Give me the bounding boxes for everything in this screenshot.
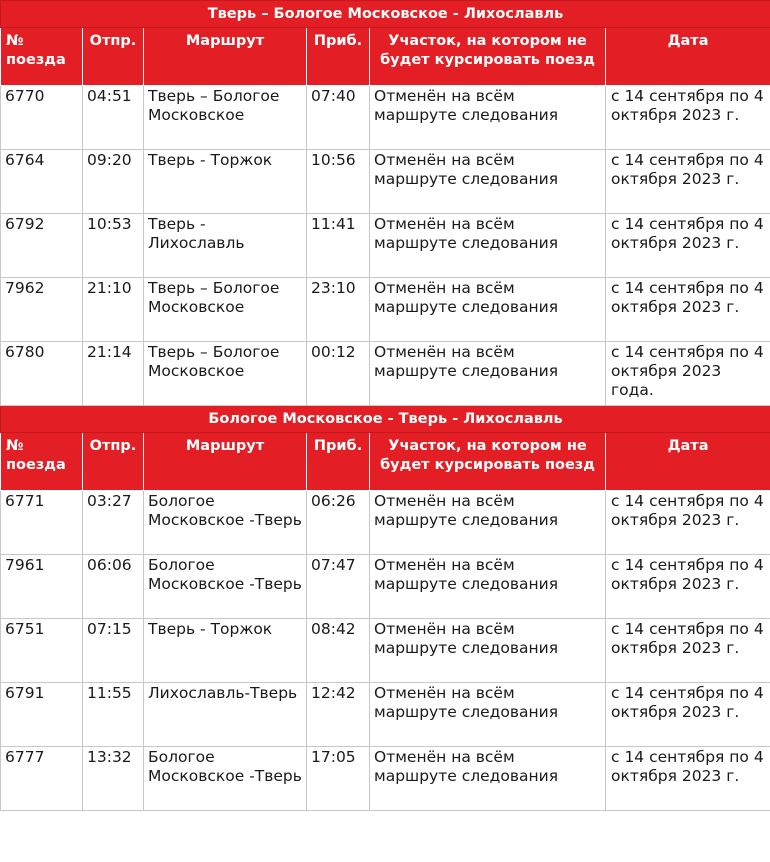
cancel-section: Отменён на всём маршруте следования [370,278,606,342]
arrive-time: 00:12 [307,342,370,406]
col-header-date: Дата [606,433,770,491]
col-header-arrive: Приб. [307,433,370,491]
date-range: с 14 сентября по 4 октября 2023 г. [606,150,770,214]
header-row [1,28,770,86]
table-row [1,619,770,683]
depart-time: 10:53 [83,214,144,278]
arrive-time: 11:41 [307,214,370,278]
date-range: с 14 сентября по 4 октября 2023 г. [606,555,770,619]
arrive-time: 17:05 [307,747,370,811]
route: Тверь - Торжок [144,150,307,214]
col-header-arrive: Приб. [307,28,370,86]
table-row [1,555,770,619]
route: Бологое Московское -Тверь [144,555,307,619]
cancel-section: Отменён на всём маршруте следования [370,86,606,150]
table-row [1,683,770,747]
col-header-section: Участок, на котором не будет курсировать поезд [370,28,606,86]
depart-time: 09:20 [83,150,144,214]
arrive-time: 07:40 [307,86,370,150]
table-row [1,150,770,214]
date-range: с 14 сентября по 4 октября 2023 г. [606,278,770,342]
train-number: 6792 [1,214,83,278]
depart-time: 04:51 [83,86,144,150]
depart-time: 06:06 [83,555,144,619]
route: Тверь – Бологое Московское [144,278,307,342]
train-number: 6780 [1,342,83,406]
section-title: Бологое Московское - Тверь - Лихославль [1,406,770,433]
train-number: 6791 [1,683,83,747]
col-header-date: Дата [606,28,770,86]
table-row [1,86,770,150]
date-range: с 14 сентября по 4 октября 2023 г. [606,491,770,555]
col-header-section: Участок, на котором не будет курсировать поезд [370,433,606,491]
cancel-section: Отменён на всём маршруте следования [370,150,606,214]
table-row [1,278,770,342]
route: Бологое Московское -Тверь [144,491,307,555]
depart-time: 13:32 [83,747,144,811]
section-title-row [1,1,770,28]
cancel-section: Отменён на всём маршруте следования [370,491,606,555]
depart-time: 21:14 [83,342,144,406]
col-header-number: № поезда [1,28,83,86]
arrive-time: 08:42 [307,619,370,683]
cancel-section: Отменён на всём маршруте следования [370,214,606,278]
arrive-time: 07:47 [307,555,370,619]
cancel-section: Отменён на всём маршруте следования [370,747,606,811]
cancel-section: Отменён на всём маршруте следования [370,619,606,683]
col-header-depart: Отпр. [83,28,144,86]
header-row [1,433,770,491]
depart-time: 21:10 [83,278,144,342]
train-number: 7962 [1,278,83,342]
arrive-time: 10:56 [307,150,370,214]
col-header-route: Маршрут [144,28,307,86]
route: Тверь – Бологое Московское [144,342,307,406]
route: Тверь - Лихославль [144,214,307,278]
depart-time: 03:27 [83,491,144,555]
arrive-time: 12:42 [307,683,370,747]
col-header-depart: Отпр. [83,433,144,491]
train-number: 6770 [1,86,83,150]
col-header-route: Маршрут [144,433,307,491]
section-title-row [1,406,770,433]
date-range: с 14 сентября по 4 октября 2023 г. [606,619,770,683]
table-row [1,214,770,278]
date-range: с 14 сентября по 4 октября 2023 г. [606,86,770,150]
cancel-section: Отменён на всём маршруте следования [370,342,606,406]
train-number: 6751 [1,619,83,683]
train-number: 6764 [1,150,83,214]
route: Тверь – Бологое Московское [144,86,307,150]
table-row [1,491,770,555]
cancel-section: Отменён на всём маршруте следования [370,683,606,747]
train-number: 7961 [1,555,83,619]
date-range: с 14 сентября по 4 октября 2023 г. [606,683,770,747]
col-header-number: № поезда [1,433,83,491]
train-number: 6771 [1,491,83,555]
route: Тверь - Торжок [144,619,307,683]
cancel-section: Отменён на всём маршруте следования [370,555,606,619]
train-number: 6777 [1,747,83,811]
date-range: с 14 сентября по 4 октября 2023 г. [606,214,770,278]
route: Лихославль-Тверь [144,683,307,747]
date-range: с 14 сентября по 4 октября 2023 г. [606,747,770,811]
depart-time: 07:15 [83,619,144,683]
route: Бологое Московское -Тверь [144,747,307,811]
depart-time: 11:55 [83,683,144,747]
date-range: с 14 сентября по 4 октября 2023 года. [606,342,770,406]
table-row [1,747,770,811]
table-row [1,342,770,406]
arrive-time: 23:10 [307,278,370,342]
section-title: Тверь – Бологое Московское - Лихославль [1,1,770,28]
arrive-time: 06:26 [307,491,370,555]
